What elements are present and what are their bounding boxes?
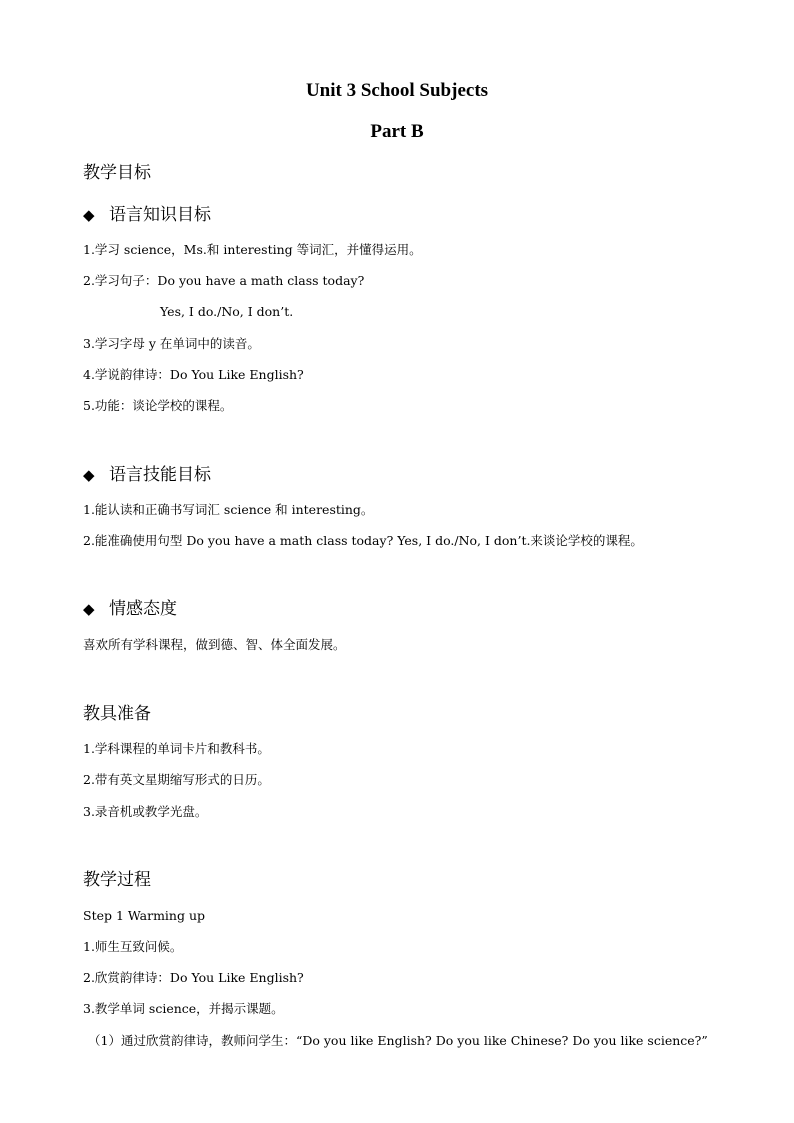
document-subtitle: Part B bbox=[370, 121, 424, 142]
subsection-heading-skills bbox=[83, 464, 211, 486]
knowledge-line: 1.学习 science，Ms.和 interesting 等词汇，并懂得运用。 bbox=[83, 242, 422, 257]
section-heading-process: 教学过程 bbox=[83, 870, 151, 890]
materials-line: 2.带有英文星期缩写形式的日历。 bbox=[83, 772, 270, 787]
process-line: （1）通过欣赏韵律诗，教师问学生：“Do you like English? Do you like Chinese? Do you like science?” bbox=[88, 1033, 708, 1048]
subsection-title: 语言技能目标 bbox=[109, 465, 211, 485]
process-line: Step 1 Warming up bbox=[83, 908, 206, 923]
process-line: 2.欣赏韵律诗：Do You Like English? bbox=[83, 970, 304, 985]
knowledge-line: 3.学习字母 y 在单词中的读音。 bbox=[83, 336, 260, 351]
section-heading-materials: 教具准备 bbox=[83, 704, 151, 724]
diamond-bullet-icon: ◆ bbox=[83, 600, 95, 618]
subsection-heading-attitude bbox=[83, 598, 177, 620]
subsection-title: 语言知识目标 bbox=[109, 205, 211, 225]
subsection-heading-knowledge bbox=[83, 204, 211, 226]
knowledge-line: 5.功能：谈论学校的课程。 bbox=[83, 398, 233, 413]
subsection-title: 情感态度 bbox=[109, 599, 177, 619]
diamond-bullet-icon: ◆ bbox=[83, 206, 95, 224]
knowledge-line: Yes, I do./No, I don’t. bbox=[160, 304, 294, 319]
materials-line: 3.录音机或教学光盘。 bbox=[83, 804, 208, 819]
process-line: 3.教学单词 science，并揭示课题。 bbox=[83, 1001, 284, 1016]
skills-line: 2.能准确使用句型 Do you have a math class today? Yes, I do./No, I don’t.来谈论学校的课程。 bbox=[83, 533, 643, 548]
process-line: 1.师生互致问候。 bbox=[83, 939, 183, 954]
document-title: Unit 3 School Subjects bbox=[305, 80, 489, 101]
knowledge-line: 2.学习句子：Do you have a math class today? bbox=[83, 273, 365, 288]
knowledge-line: 4.学说韵律诗：Do You Like English? bbox=[83, 367, 304, 382]
skills-line: 1.能认读和正确书写词汇 science 和 interesting。 bbox=[83, 502, 374, 517]
diamond-bullet-icon: ◆ bbox=[83, 466, 95, 484]
attitude-line: 喜欢所有学科课程，做到德、智、体全面发展。 bbox=[83, 637, 346, 652]
section-heading-goals: 教学目标 bbox=[83, 163, 151, 183]
materials-line: 1.学科课程的单词卡片和教科书。 bbox=[83, 741, 270, 756]
